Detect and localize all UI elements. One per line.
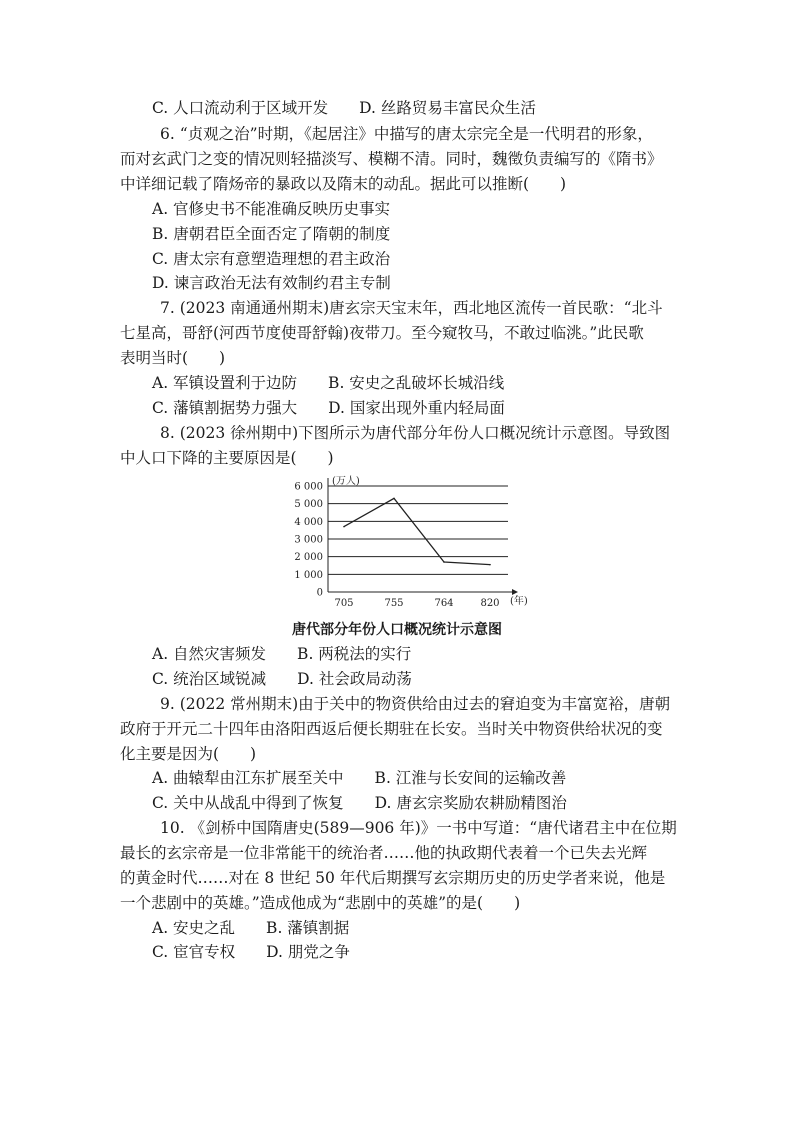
q6-option-a: A. 官修史书不能准确反映历史事实: [152, 200, 391, 218]
data-point: [393, 498, 395, 500]
data-point: [443, 561, 445, 563]
x-tick-label: 705: [334, 598, 354, 609]
data-point: [343, 526, 345, 528]
q8-options-cd: C. 统治区域锐减 D. 社会政局动荡: [152, 670, 412, 688]
population-series-line: [344, 498, 490, 564]
q6-stem-line2: 而对玄武门之变的情况则轻描淡写、模糊不清。同时，魏徵负责编写的《隋书》: [120, 150, 663, 168]
q8-options-ab: A. 自然灾害频发 B. 两税法的实行: [152, 645, 412, 663]
q9-stem-line1: 9. (2022 常州期末)由于关中的物资供给由过去的窘迫变为丰富宽裕，唐朝: [160, 695, 671, 713]
y-tick-label: 4 000: [294, 516, 323, 528]
population-line-chart: [280, 470, 540, 612]
q6-stem-line1: 6. “贞观之治”时期，《起居注》中描写的唐太宗完全是一代明君的形象，: [160, 125, 653, 143]
q7-options-cd: C. 藩镇割据势力强大 D. 国家出现外重内轻局面: [152, 399, 505, 417]
q10-stem-line1: 10. 《剑桥中国隋唐史(589—906 年)》一书中写道：“唐代诸君主中在位期: [160, 819, 677, 837]
q7-options-ab: A. 军镇设置利于边防 B. 安史之乱破坏长城沿线: [152, 374, 505, 392]
q9-stem-line2: 政府于开元二十四年由洛阳西返后便长期驻在长安。当时关中物资供给状况的变: [120, 720, 663, 738]
x-tick-label: 820: [480, 598, 500, 609]
q8-stem-line2: 中人口下降的主要原因是( ): [120, 449, 334, 467]
y-tick-label: 0: [316, 587, 323, 599]
q10-options-ab: A. 安史之乱 B. 藩镇割据: [152, 919, 350, 937]
q9-options-cd: C. 关中从战乱中得到了恢复 D. 唐玄宗奖励农耕励精图治: [152, 794, 567, 812]
y-axis-unit-label: (万人): [332, 476, 360, 487]
q9-options-ab: A. 曲辕犁由江东扩展至关中 B. 江淮与长安间的运输改善: [152, 769, 567, 787]
y-tick-label: 5 000: [294, 499, 323, 511]
q6-stem-line3: 中详细记载了隋炀帝的暴政以及隋末的动乱。据此可以推断( ): [120, 175, 567, 193]
q10-stem-line4: 一个悲剧中的英雄。”造成他成为“悲剧中的英雄”的是( ): [120, 894, 521, 912]
q5-options-cd: C. 人口流动利于区域开发 D. 丝路贸易丰富民众生活: [152, 99, 536, 117]
y-tick-label: 1 000: [294, 569, 323, 581]
chart-title: 唐代部分年份人口概况统计示意图: [292, 622, 502, 638]
q6-option-c: C. 唐太宗有意塑造理想的君主政治: [152, 250, 391, 268]
y-tick-label: 3 000: [294, 534, 323, 546]
q7-stem-line1: 7. (2023 南通通州期末)唐玄宗天宝末年，西北地区流传一首民歌：“北斗: [160, 299, 663, 317]
q9-stem-line3: 化主要是因为( ): [120, 745, 257, 763]
q8-stem-line1: 8. (2023 徐州期中)下图所示为唐代部分年份人口概况统计示意图。导致图: [160, 424, 671, 442]
q7-stem-line3: 表明当时( ): [120, 349, 226, 367]
y-tick-label: 2 000: [294, 552, 323, 564]
x-axis-unit-label: (年): [510, 596, 528, 607]
q10-stem-line3: 的黄金时代……对在 8 世纪 50 年代后期撰写玄宗期历史的历史学者来说，他是: [120, 869, 666, 887]
q7-stem-line2: 七星高，哥舒(河西节度使哥舒翰)夜带刀。至今窥牧马，不敢过临洮。”此民歌: [120, 324, 644, 342]
y-tick-label: 6 000: [294, 481, 323, 493]
q10-stem-line2: 最长的玄宗帝是一位非常能干的统治者……他的执政期代表着一个已失去光辉: [120, 844, 648, 862]
data-point: [489, 564, 491, 566]
q6-option-d: D. 谏言政治无法有效制约君主专制: [152, 274, 391, 292]
q6-option-b: B. 唐朝君臣全面否定了隋朝的制度: [152, 225, 391, 243]
x-tick-label: 755: [384, 598, 404, 609]
x-tick-label: 764: [434, 598, 454, 609]
x-axis-arrow: [512, 589, 518, 595]
q10-options-cd: C. 宦官专权 D. 朋党之争: [152, 943, 350, 961]
